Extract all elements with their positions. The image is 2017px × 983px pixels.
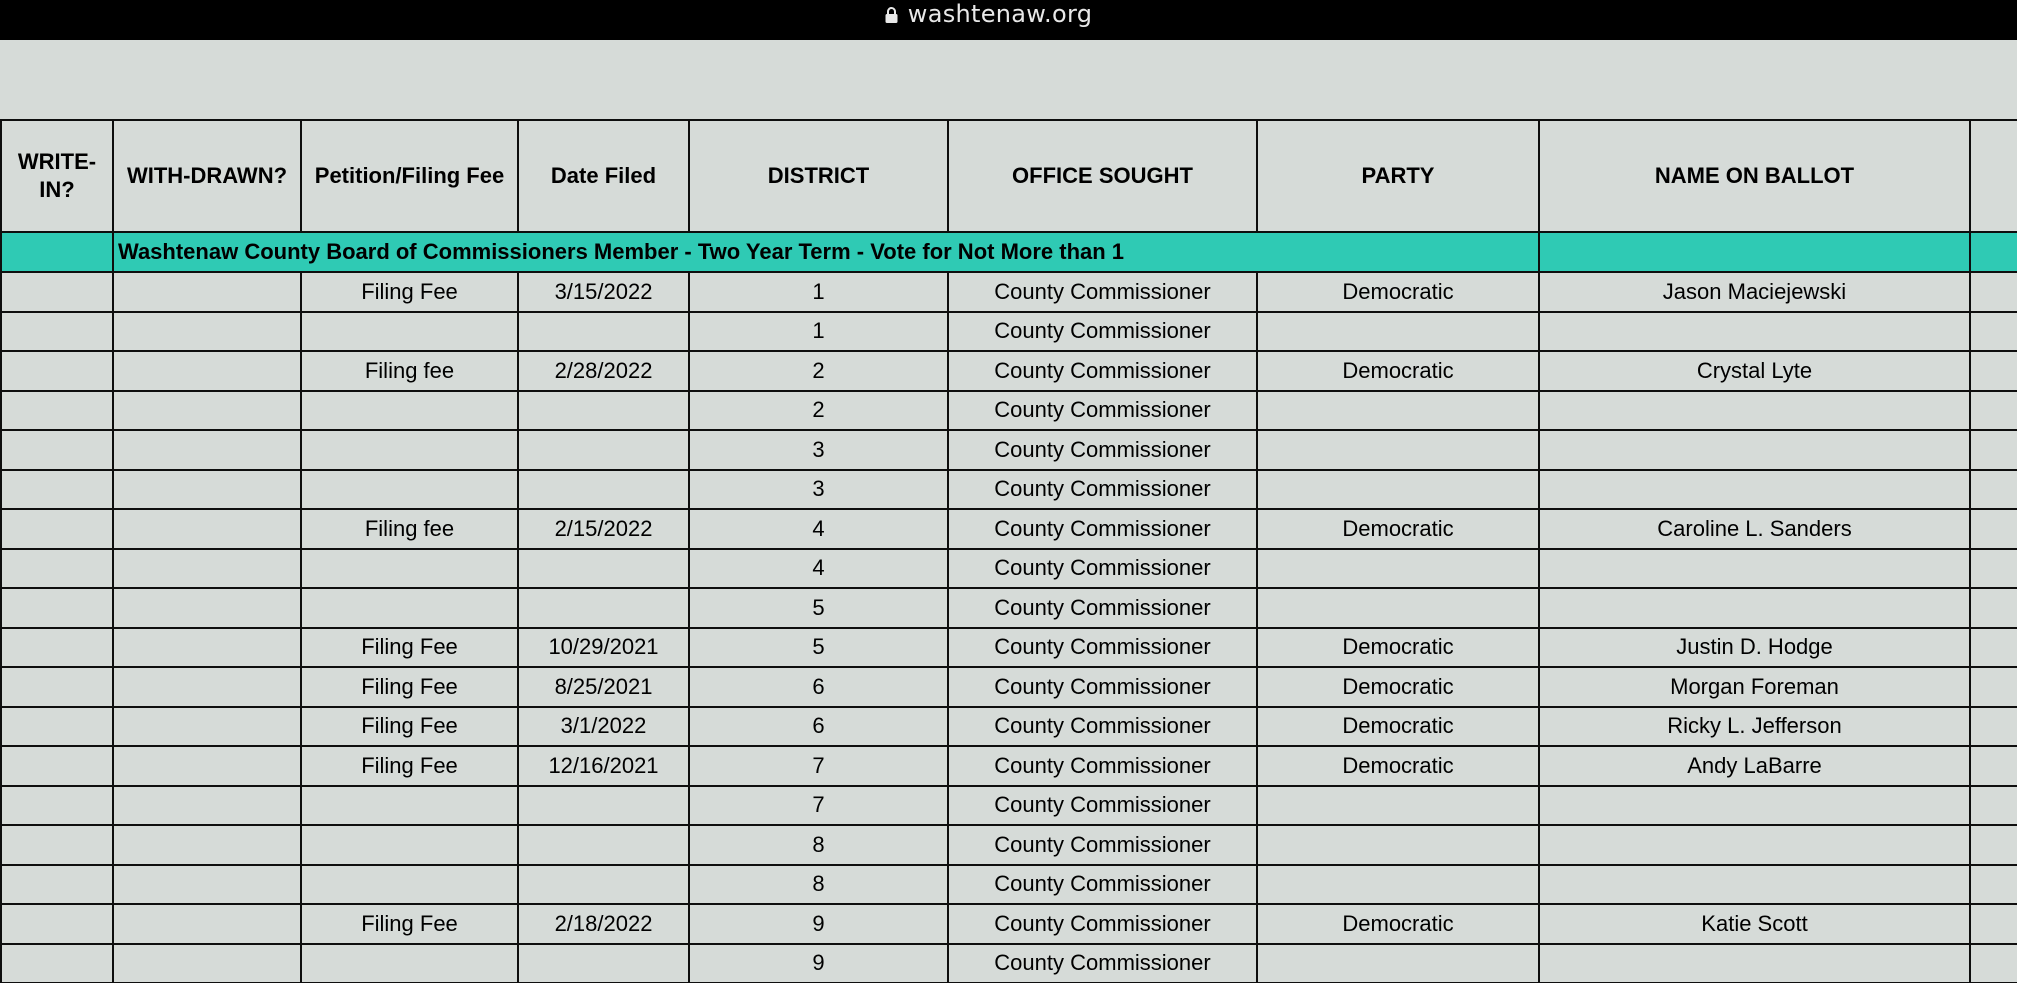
section-title: Washtenaw County Board of Commissioners Member - Two Year Term - Vote for Not More than 1 bbox=[113, 232, 1539, 272]
cell-date-filed[interactable]: 3/1/2022 bbox=[518, 707, 689, 747]
cell-petition-filing-fee[interactable]: Filing Fee bbox=[301, 707, 518, 747]
cell-withdrawn[interactable] bbox=[113, 509, 301, 549]
cell-write-in[interactable] bbox=[1, 865, 113, 905]
cell-withdrawn[interactable] bbox=[113, 430, 301, 470]
cell-extra[interactable] bbox=[1970, 667, 2017, 707]
table-row bbox=[1, 944, 2017, 983]
cell-withdrawn[interactable] bbox=[113, 707, 301, 747]
cell-date-filed[interactable] bbox=[518, 944, 689, 983]
cell-withdrawn[interactable] bbox=[113, 667, 301, 707]
section-row bbox=[1, 232, 2017, 272]
cell-district[interactable]: 6 bbox=[689, 707, 948, 747]
cell-petition-filing-fee[interactable] bbox=[301, 865, 518, 905]
cell-withdrawn[interactable] bbox=[113, 944, 301, 983]
cell-name-on-ballot[interactable]: Crystal Lyte bbox=[1539, 351, 1970, 391]
cell-office-sought[interactable]: County Commissioner bbox=[948, 746, 1257, 786]
cell-petition-filing-fee[interactable] bbox=[301, 588, 518, 628]
cell-party[interactable] bbox=[1257, 549, 1539, 589]
cell-withdrawn[interactable] bbox=[113, 549, 301, 589]
cell-petition-filing-fee[interactable] bbox=[301, 944, 518, 983]
cell-petition-filing-fee[interactable]: Filing Fee bbox=[301, 746, 518, 786]
cell-district[interactable]: 9 bbox=[689, 944, 948, 983]
cell-date-filed[interactable] bbox=[518, 312, 689, 352]
table-row bbox=[1, 549, 2017, 589]
table-row bbox=[1, 865, 2017, 905]
cell-district[interactable]: 8 bbox=[689, 825, 948, 865]
url-display[interactable] bbox=[885, 0, 1092, 28]
table-row bbox=[1, 746, 2017, 786]
cell-name-on-ballot[interactable] bbox=[1539, 470, 1970, 510]
table-row bbox=[1, 904, 2017, 944]
cell-date-filed[interactable] bbox=[518, 430, 689, 470]
cell-date-filed[interactable]: 3/15/2022 bbox=[518, 272, 689, 312]
cell-write-in[interactable] bbox=[1, 588, 113, 628]
cell-write-in[interactable] bbox=[1, 470, 113, 510]
table-row bbox=[1, 707, 2017, 747]
cell-party[interactable]: Democratic bbox=[1257, 628, 1539, 668]
cell-extra[interactable] bbox=[1970, 549, 2017, 589]
cell-party[interactable]: Democratic bbox=[1257, 272, 1539, 312]
cell-party[interactable] bbox=[1257, 786, 1539, 826]
cell-withdrawn[interactable] bbox=[113, 825, 301, 865]
cell-district[interactable]: 5 bbox=[689, 628, 948, 668]
cell-district[interactable]: 4 bbox=[689, 509, 948, 549]
cell-extra[interactable] bbox=[1970, 944, 2017, 983]
table-row bbox=[1, 470, 2017, 510]
cell-district[interactable]: 3 bbox=[689, 430, 948, 470]
header-office-sought: OFFICE SOUGHT bbox=[948, 120, 1257, 232]
table-row bbox=[1, 786, 2017, 826]
section-cell bbox=[1, 232, 113, 272]
cell-name-on-ballot[interactable] bbox=[1539, 944, 1970, 983]
cell-party[interactable]: Democratic bbox=[1257, 746, 1539, 786]
cell-extra[interactable] bbox=[1970, 312, 2017, 352]
url-text: washtenaw.org bbox=[907, 0, 1093, 28]
table-row bbox=[1, 825, 2017, 865]
cell-name-on-ballot[interactable]: Justin D. Hodge bbox=[1539, 628, 1970, 668]
cell-extra[interactable] bbox=[1970, 588, 2017, 628]
cell-extra[interactable] bbox=[1970, 391, 2017, 431]
cell-party[interactable] bbox=[1257, 470, 1539, 510]
cell-office-sought[interactable]: County Commissioner bbox=[948, 312, 1257, 352]
cell-extra[interactable] bbox=[1970, 509, 2017, 549]
cell-district[interactable]: 3 bbox=[689, 470, 948, 510]
cell-petition-filing-fee[interactable] bbox=[301, 786, 518, 826]
cell-district[interactable]: 9 bbox=[689, 904, 948, 944]
cell-office-sought[interactable]: County Commissioner bbox=[948, 470, 1257, 510]
cell-write-in[interactable] bbox=[1, 351, 113, 391]
cell-petition-filing-fee[interactable]: Filing fee bbox=[301, 351, 518, 391]
cell-office-sought[interactable]: County Commissioner bbox=[948, 391, 1257, 431]
cell-district[interactable]: 5 bbox=[689, 588, 948, 628]
cell-district[interactable]: 2 bbox=[689, 351, 948, 391]
cell-district[interactable]: 1 bbox=[689, 272, 948, 312]
cell-date-filed[interactable] bbox=[518, 825, 689, 865]
candidate-spreadsheet[interactable] bbox=[0, 119, 2017, 983]
cell-withdrawn[interactable] bbox=[113, 786, 301, 826]
cell-withdrawn[interactable] bbox=[113, 865, 301, 905]
header-date-filed: Date Filed bbox=[518, 120, 689, 232]
cell-write-in[interactable] bbox=[1, 272, 113, 312]
cell-office-sought[interactable]: County Commissioner bbox=[948, 865, 1257, 905]
cell-petition-filing-fee[interactable] bbox=[301, 391, 518, 431]
cell-withdrawn[interactable] bbox=[113, 746, 301, 786]
cell-party[interactable] bbox=[1257, 391, 1539, 431]
table-row bbox=[1, 430, 2017, 470]
cell-write-in[interactable] bbox=[1, 746, 113, 786]
cell-write-in[interactable] bbox=[1, 667, 113, 707]
header-extra bbox=[1970, 120, 2017, 232]
cell-name-on-ballot[interactable] bbox=[1539, 549, 1970, 589]
cell-extra[interactable] bbox=[1970, 470, 2017, 510]
cell-district[interactable]: 4 bbox=[689, 549, 948, 589]
cell-district[interactable]: 2 bbox=[689, 391, 948, 431]
cell-office-sought[interactable]: County Commissioner bbox=[948, 509, 1257, 549]
cell-office-sought[interactable]: County Commissioner bbox=[948, 707, 1257, 747]
cell-office-sought[interactable]: County Commissioner bbox=[948, 786, 1257, 826]
cell-name-on-ballot[interactable] bbox=[1539, 312, 1970, 352]
cell-office-sought[interactable]: County Commissioner bbox=[948, 667, 1257, 707]
cell-date-filed[interactable] bbox=[518, 865, 689, 905]
cell-office-sought[interactable]: County Commissioner bbox=[948, 944, 1257, 983]
cell-party[interactable]: Democratic bbox=[1257, 904, 1539, 944]
cell-party[interactable]: Democratic bbox=[1257, 707, 1539, 747]
cell-district[interactable]: 8 bbox=[689, 865, 948, 905]
cell-petition-filing-fee[interactable] bbox=[301, 825, 518, 865]
cell-name-on-ballot[interactable] bbox=[1539, 825, 1970, 865]
cell-write-in[interactable] bbox=[1, 628, 113, 668]
cell-name-on-ballot[interactable] bbox=[1539, 430, 1970, 470]
cell-extra[interactable] bbox=[1970, 707, 2017, 747]
header-row bbox=[1, 120, 2017, 232]
cell-petition-filing-fee[interactable]: Filing Fee bbox=[301, 904, 518, 944]
cell-name-on-ballot[interactable]: Caroline L. Sanders bbox=[1539, 509, 1970, 549]
cell-petition-filing-fee[interactable]: Filing Fee bbox=[301, 628, 518, 668]
cell-petition-filing-fee[interactable] bbox=[301, 312, 518, 352]
cell-withdrawn[interactable] bbox=[113, 904, 301, 944]
cell-name-on-ballot[interactable] bbox=[1539, 391, 1970, 431]
cell-party[interactable] bbox=[1257, 825, 1539, 865]
table-row bbox=[1, 667, 2017, 707]
cell-office-sought[interactable]: County Commissioner bbox=[948, 904, 1257, 944]
cell-write-in[interactable] bbox=[1, 944, 113, 983]
cell-district[interactable]: 7 bbox=[689, 786, 948, 826]
section-cell bbox=[1970, 232, 2017, 272]
cell-withdrawn[interactable] bbox=[113, 351, 301, 391]
cell-write-in[interactable] bbox=[1, 509, 113, 549]
cell-date-filed[interactable] bbox=[518, 588, 689, 628]
candidate-table bbox=[0, 119, 2017, 983]
table-row bbox=[1, 312, 2017, 352]
cell-withdrawn[interactable] bbox=[113, 628, 301, 668]
cell-write-in[interactable] bbox=[1, 391, 113, 431]
cell-party[interactable] bbox=[1257, 588, 1539, 628]
cell-extra[interactable] bbox=[1970, 628, 2017, 668]
cell-name-on-ballot[interactable] bbox=[1539, 865, 1970, 905]
cell-name-on-ballot[interactable]: Ricky L. Jefferson bbox=[1539, 707, 1970, 747]
cell-office-sought[interactable]: County Commissioner bbox=[948, 549, 1257, 589]
cell-district[interactable]: 1 bbox=[689, 312, 948, 352]
table-row bbox=[1, 351, 2017, 391]
cell-office-sought[interactable]: County Commissioner bbox=[948, 628, 1257, 668]
cell-date-filed[interactable] bbox=[518, 470, 689, 510]
cell-party[interactable] bbox=[1257, 430, 1539, 470]
cell-name-on-ballot[interactable] bbox=[1539, 588, 1970, 628]
cell-party[interactable]: Democratic bbox=[1257, 351, 1539, 391]
cell-withdrawn[interactable] bbox=[113, 272, 301, 312]
cell-date-filed[interactable]: 2/18/2022 bbox=[518, 904, 689, 944]
cell-date-filed[interactable] bbox=[518, 549, 689, 589]
cell-name-on-ballot[interactable]: Jason Maciejewski bbox=[1539, 272, 1970, 312]
cell-petition-filing-fee[interactable] bbox=[301, 549, 518, 589]
cell-write-in[interactable] bbox=[1, 312, 113, 352]
header-name-on-ballot: NAME ON BALLOT bbox=[1539, 120, 1970, 232]
cell-write-in[interactable] bbox=[1, 430, 113, 470]
table-row bbox=[1, 628, 2017, 668]
cell-date-filed[interactable]: 2/28/2022 bbox=[518, 351, 689, 391]
cell-petition-filing-fee[interactable]: Filing Fee bbox=[301, 667, 518, 707]
cell-party[interactable]: Democratic bbox=[1257, 667, 1539, 707]
header-petition-filing-fee: Petition/Filing Fee bbox=[301, 120, 518, 232]
table-row bbox=[1, 391, 2017, 431]
cell-name-on-ballot[interactable]: Andy LaBarre bbox=[1539, 746, 1970, 786]
cell-write-in[interactable] bbox=[1, 549, 113, 589]
table-row bbox=[1, 588, 2017, 628]
cell-extra[interactable] bbox=[1970, 351, 2017, 391]
cell-date-filed[interactable] bbox=[518, 391, 689, 431]
cell-date-filed[interactable] bbox=[518, 786, 689, 826]
cell-date-filed[interactable]: 12/16/2021 bbox=[518, 746, 689, 786]
cell-party[interactable] bbox=[1257, 312, 1539, 352]
cell-write-in[interactable] bbox=[1, 786, 113, 826]
cell-date-filed[interactable]: 10/29/2021 bbox=[518, 628, 689, 668]
cell-name-on-ballot[interactable]: Morgan Foreman bbox=[1539, 667, 1970, 707]
header-party: PARTY bbox=[1257, 120, 1539, 232]
cell-withdrawn[interactable] bbox=[113, 391, 301, 431]
cell-petition-filing-fee[interactable]: Filing Fee bbox=[301, 272, 518, 312]
cell-date-filed[interactable]: 2/15/2022 bbox=[518, 509, 689, 549]
cell-extra[interactable] bbox=[1970, 272, 2017, 312]
header-withdrawn: WITH-DRAWN? bbox=[113, 120, 301, 232]
cell-party[interactable]: Democratic bbox=[1257, 509, 1539, 549]
cell-extra[interactable] bbox=[1970, 786, 2017, 826]
cell-office-sought[interactable]: County Commissioner bbox=[948, 351, 1257, 391]
cell-petition-filing-fee[interactable] bbox=[301, 430, 518, 470]
section-cell bbox=[1539, 232, 1970, 272]
cell-office-sought[interactable]: County Commissioner bbox=[948, 430, 1257, 470]
table-row bbox=[1, 509, 2017, 549]
header-write-in: WRITE-IN? bbox=[1, 120, 113, 232]
cell-name-on-ballot[interactable] bbox=[1539, 786, 1970, 826]
table-row bbox=[1, 272, 2017, 312]
lock-icon bbox=[885, 7, 898, 23]
cell-petition-filing-fee[interactable]: Filing fee bbox=[301, 509, 518, 549]
cell-district[interactable]: 6 bbox=[689, 667, 948, 707]
cell-date-filed[interactable]: 8/25/2021 bbox=[518, 667, 689, 707]
cell-extra[interactable] bbox=[1970, 825, 2017, 865]
cell-party[interactable] bbox=[1257, 865, 1539, 905]
cell-extra[interactable] bbox=[1970, 865, 2017, 905]
cell-write-in[interactable] bbox=[1, 904, 113, 944]
cell-extra[interactable] bbox=[1970, 904, 2017, 944]
cell-withdrawn[interactable] bbox=[113, 470, 301, 510]
header-district: DISTRICT bbox=[689, 120, 948, 232]
cell-office-sought[interactable]: County Commissioner bbox=[948, 825, 1257, 865]
cell-extra[interactable] bbox=[1970, 430, 2017, 470]
cell-office-sought[interactable]: County Commissioner bbox=[948, 272, 1257, 312]
cell-write-in[interactable] bbox=[1, 707, 113, 747]
cell-withdrawn[interactable] bbox=[113, 312, 301, 352]
cell-write-in[interactable] bbox=[1, 825, 113, 865]
cell-office-sought[interactable]: County Commissioner bbox=[948, 588, 1257, 628]
cell-district[interactable]: 7 bbox=[689, 746, 948, 786]
cell-withdrawn[interactable] bbox=[113, 588, 301, 628]
cell-petition-filing-fee[interactable] bbox=[301, 470, 518, 510]
cell-name-on-ballot[interactable]: Katie Scott bbox=[1539, 904, 1970, 944]
cell-party[interactable] bbox=[1257, 944, 1539, 983]
cell-extra[interactable] bbox=[1970, 746, 2017, 786]
browser-address-bar[interactable] bbox=[0, 0, 2017, 40]
